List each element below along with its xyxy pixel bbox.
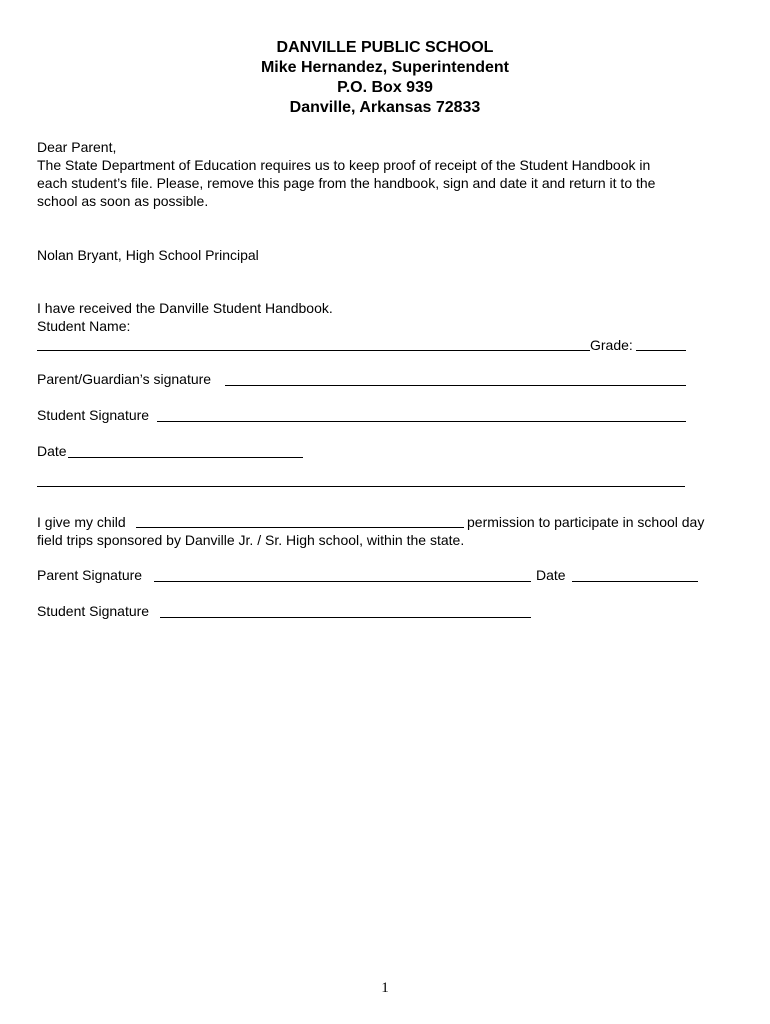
- school-name: DANVILLE PUBLIC SCHOOL: [276, 39, 494, 56]
- letter-salutation: Dear Parent,: [37, 139, 117, 155]
- parent-guardian-signature-field[interactable]: [225, 385, 686, 386]
- letterhead: [0, 38, 770, 118]
- permission-student-signature-field[interactable]: [160, 617, 531, 618]
- date-label: Date: [37, 443, 67, 459]
- parent-signature-label: Parent Signature: [37, 567, 143, 583]
- permission-student-signature-label: Student Signature: [37, 603, 150, 619]
- divider-line: [37, 486, 685, 487]
- child-name-field[interactable]: [136, 527, 464, 528]
- give-my-child-label: I give my child: [37, 514, 126, 530]
- superintendent-name: Mike Hernandez, Superintendent: [260, 59, 510, 76]
- parent-guardian-signature-label: Parent/Guardian’s signature: [37, 371, 212, 387]
- letter-body-line-1: The State Department of Education requires us to keep proof of receipt of the Student Handbook in: [37, 157, 651, 173]
- page-number: 1: [381, 980, 389, 996]
- receipt-statement: I have received the Danville Student Handbook.: [37, 300, 333, 316]
- student-name-label: Student Name:: [37, 318, 131, 334]
- city-state-zip: Danville, Arkansas 72833: [289, 99, 481, 116]
- student-signature-label: Student Signature: [37, 407, 150, 423]
- field-trip-statement: field trips sponsored by Danville Jr. / Sr. High school, within the state.: [37, 532, 465, 548]
- date-field[interactable]: [68, 457, 303, 458]
- permission-date-label: Date: [536, 567, 566, 583]
- letter-body-line-2: each student’s file. Please, remove this page from the handbook, sign and date it and return it to the: [37, 175, 656, 191]
- student-name-field[interactable]: [37, 350, 590, 351]
- student-signature-field[interactable]: [157, 421, 686, 422]
- parent-signature-field[interactable]: [154, 581, 531, 582]
- permission-text: permission to participate in school day: [467, 514, 705, 530]
- letter-body-line-3: school as soon as possible.: [37, 193, 209, 209]
- po-box: P.O. Box 939: [337, 79, 433, 96]
- grade-field[interactable]: [636, 350, 686, 351]
- permission-date-field[interactable]: [572, 581, 698, 582]
- grade-label: Grade:: [590, 337, 633, 353]
- principal-signoff: Nolan Bryant, High School Principal: [37, 247, 259, 263]
